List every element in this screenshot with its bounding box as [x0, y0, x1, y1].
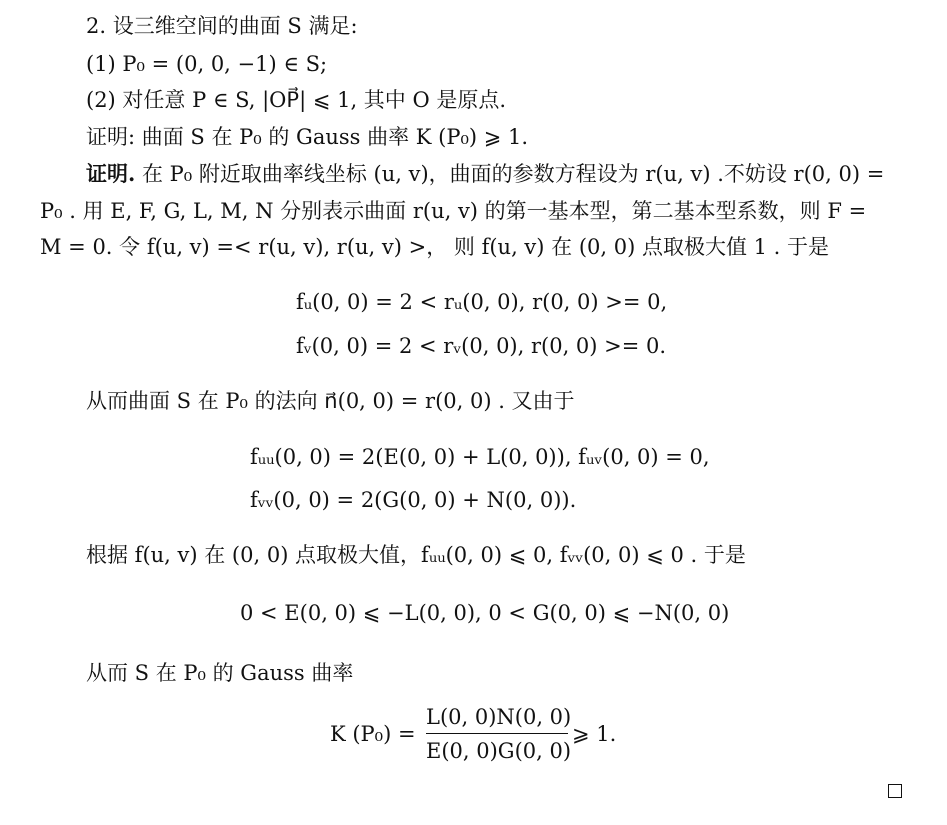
- proof-line-6: 从而 S 在 P₀ 的 Gauss 曲率: [86, 661, 354, 685]
- inequality-line: 0 < E(0, 0) ⩽ −L(0, 0), 0 < G(0, 0) ⩽ −N(0, 0): [240, 601, 730, 625]
- proof-line-2: P₀ . 用 E, F, G, L, M, N 分别表示曲面 r(u, v) 的第一基本型，第二基本型系数，则 F =: [40, 199, 867, 223]
- condition-2: (2) 对任意 P ∈ S, |OP⃗| ⩽ 1, 其中 O 是原点.: [86, 88, 507, 112]
- condition-1: (1) P₀ = (0, 0, −1) ∈ S;: [86, 52, 328, 76]
- formula-fraction: [426, 703, 572, 765]
- equation-fuu: fᵤᵤ(0, 0) = 2(E(0, 0) + L(0, 0)), fᵤᵥ(0, 0) = 0,: [250, 445, 710, 469]
- equation-fv: fᵥ(0, 0) = 2 < rᵥ(0, 0), r(0, 0) >= 0.: [296, 334, 667, 358]
- proof-text-1: 在 P₀ 附近取曲率线坐标 (u, v)，曲面的参数方程设为 r(u, v) .不妨设 r(0, 0) =: [135, 162, 885, 186]
- proof-line-4: 从而曲面 S 在 P₀ 的法向 n⃗(0, 0) = r(0, 0) . 又由于: [86, 389, 575, 413]
- equation-fu: fᵤ(0, 0) = 2 < rᵤ(0, 0), r(0, 0) >= 0,: [296, 290, 668, 314]
- proof-line-3: M = 0. 令 f(u, v) =< r(u, v), r(u, v) >， 则 f(u, v) 在 (0, 0) 点取极大值 1 . 于是: [40, 235, 830, 259]
- proof-label: 证明.: [86, 161, 136, 186]
- proof-line-1: [86, 160, 884, 188]
- qed-square-icon: [888, 784, 902, 798]
- problem-title: 2. 设三维空间的曲面 S 满足:: [86, 14, 358, 38]
- formula-rhs: ⩾ 1.: [572, 722, 617, 746]
- fraction-numerator: L(0, 0)N(0, 0): [426, 705, 572, 729]
- fraction-denominator: E(0, 0)G(0, 0): [426, 739, 572, 763]
- proof-line-5: 根据 f(u, v) 在 (0, 0) 点取极大值，fᵤᵤ(0, 0) ⩽ 0, fᵥᵥ(0, 0) ⩽ 0 . 于是: [86, 543, 746, 567]
- equation-fvv: fᵥᵥ(0, 0) = 2(G(0, 0) + N(0, 0)).: [250, 488, 577, 512]
- formula-lhs: K (P₀) =: [330, 722, 416, 746]
- fraction-bar: [426, 733, 568, 734]
- problem-claim: 证明: 曲面 S 在 P₀ 的 Gauss 曲率 K (P₀) ⩾ 1.: [86, 125, 529, 149]
